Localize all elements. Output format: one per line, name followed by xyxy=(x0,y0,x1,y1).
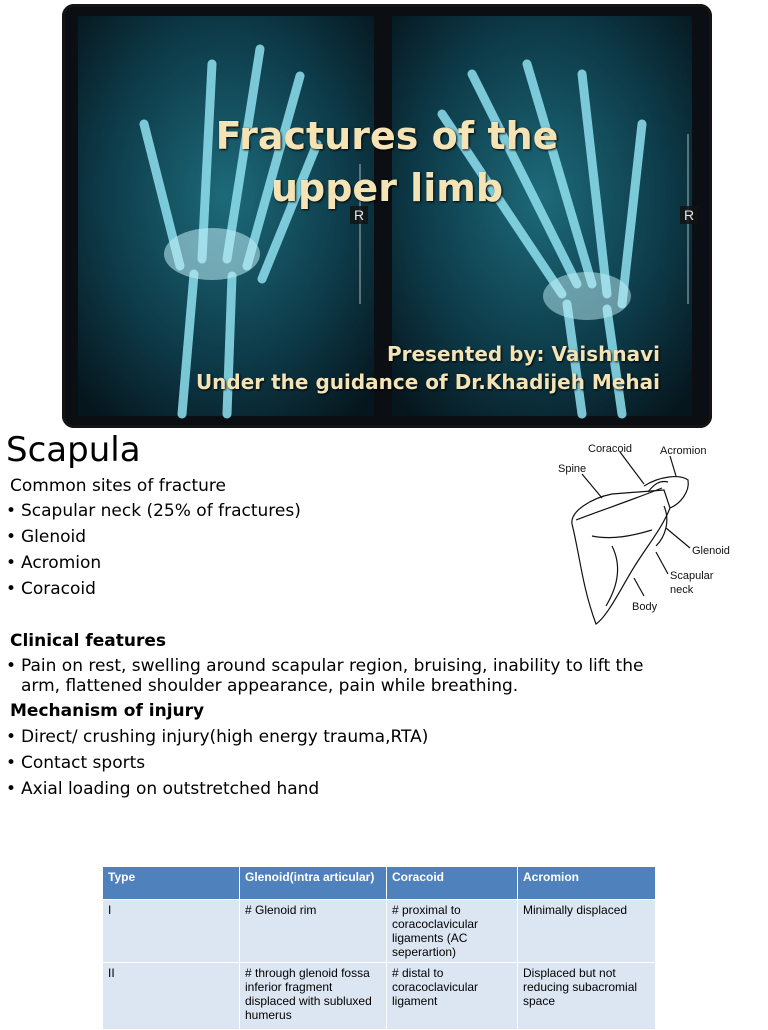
mechanism-item-text: Contact sports xyxy=(21,753,146,773)
title-slide xyxy=(62,4,712,428)
sites-intro: Common sites of fracture xyxy=(10,476,226,496)
xray-marker-left: R xyxy=(353,207,365,223)
clinical-features-text: Pain on rest, swelling around scapular region, bruising, inability to lift the arm, flattened shoulder appearance, pain while breathing. xyxy=(21,656,644,696)
table-header-row xyxy=(103,867,656,900)
column-header: Type xyxy=(103,867,240,900)
label-body: Body xyxy=(632,601,658,613)
site-item-text: Coracoid xyxy=(21,579,96,599)
bullet-glyph: • xyxy=(6,727,17,747)
bullet-glyph: • xyxy=(6,527,17,547)
clinical-features-heading: Clinical features xyxy=(10,631,167,651)
fracture-classification-table xyxy=(102,866,656,1030)
bullet-glyph: • xyxy=(6,656,17,676)
bullet-glyph: • xyxy=(6,501,17,521)
bullet-glyph: • xyxy=(6,779,17,799)
scapula-diagram xyxy=(552,436,742,632)
xray-marker-right: R xyxy=(683,207,695,223)
mechanism-heading: Mechanism of injury xyxy=(10,701,205,721)
site-item-text: Scapular neck (25% of fractures) xyxy=(21,501,301,521)
bullet-glyph: • xyxy=(6,753,17,773)
slide-title xyxy=(62,110,712,214)
table-cell: I xyxy=(103,900,240,963)
table-cell: Displaced but not reducing subacromial space xyxy=(518,963,656,1030)
bullet-glyph: • xyxy=(6,553,17,573)
table-cell: # distal to coracoclavicular ligament xyxy=(387,963,518,1030)
column-header: Coracoid xyxy=(387,867,518,900)
table-cell: # through glenoid fossa inferior fragment displaced with subluxed humerus xyxy=(240,963,387,1030)
presenter-line: Presented by: Vaishnavi xyxy=(386,342,660,366)
section-heading: Scapula xyxy=(6,430,141,470)
column-header: Glenoid(intra articular) xyxy=(240,867,387,900)
table-cell: II xyxy=(103,963,240,1030)
label-acromion: Acromion xyxy=(660,445,707,457)
label-scapular: Scapular xyxy=(670,570,714,582)
table-cell: # Glenoid rim xyxy=(240,900,387,963)
table-row xyxy=(103,900,656,963)
table-cell: Minimally displaced xyxy=(518,900,656,963)
slide-title-line-1: Fractures of the xyxy=(215,114,559,158)
label-spine: Spine xyxy=(558,463,587,475)
site-item-text: Acromion xyxy=(21,553,102,573)
column-header: Acromion xyxy=(518,867,656,900)
mechanism-item-text: Direct/ crushing injury(high energy trauma,RTA) xyxy=(21,727,429,747)
mechanism-item-text: Axial loading on outstretched hand xyxy=(21,779,320,799)
label-neck: neck xyxy=(670,584,694,596)
table-row xyxy=(103,963,656,1030)
site-item-text: Glenoid xyxy=(21,527,87,547)
label-glenoid: Glenoid xyxy=(692,545,730,557)
table-cell: # proximal to coracoclavicular ligaments (AC seperartion) xyxy=(387,900,518,963)
bullet-glyph: • xyxy=(6,579,17,599)
guidance-line: Under the guidance of Dr.Khadijeh Mehai xyxy=(195,370,660,394)
label-coracoid: Coracoid xyxy=(588,443,633,455)
slide-title-line-2: upper limb xyxy=(270,166,504,210)
